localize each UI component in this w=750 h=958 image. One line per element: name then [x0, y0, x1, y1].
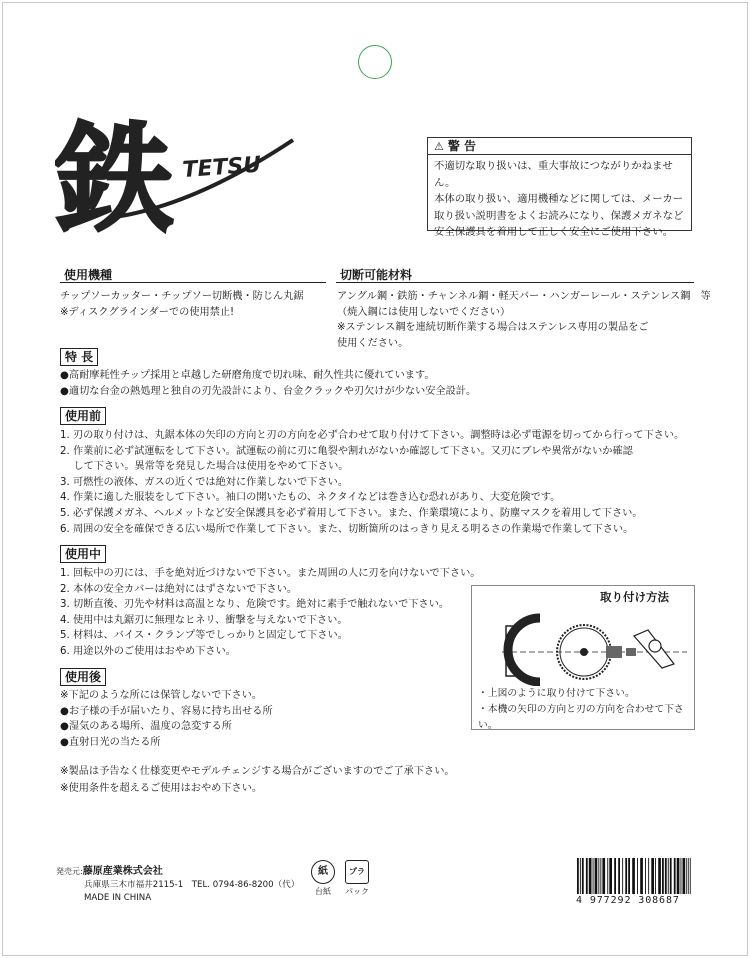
mounting-caption — [478, 686, 694, 734]
during-use-item: 6. 用途以外のご使用はおやめ下さい。 — [60, 645, 236, 657]
logo-latin: TETSU — [181, 152, 262, 183]
during-use-text — [60, 566, 480, 660]
barcode-bar — [632, 858, 635, 894]
mounting-diagram — [502, 606, 687, 686]
barcode-bar — [683, 858, 686, 894]
maker-address: 兵庫県三木市福井2115-1 TEL. 0794-86-8200（代） — [84, 880, 300, 890]
during-use-item: 5. 材料は、バイス・クランプ等でしっかりと固定して下さい。 — [60, 630, 348, 642]
before-use-item: 2. 作業前に必ず試運転をして下さい。試運転の前に刃に亀裂や割れがないか確認して下さい。又刃にブレや異常がないか確認 — [60, 445, 633, 457]
after-use-item: ●お子様の手が届いたり、容易に持ち出せる所 — [60, 705, 273, 717]
during-use-item: 4. 使用中は丸鋸刃に無理なヒネリ、衝撃を与えないで下さい。 — [60, 614, 348, 626]
barcode-bar — [628, 858, 630, 894]
warning-header — [428, 138, 691, 155]
barcode-bar — [602, 858, 605, 894]
barcode-number: 4 977292 308687 — [576, 895, 680, 906]
barcode-bar — [598, 858, 599, 894]
warning-line: 安全保護具を着用して正しく安全にご使用下さい。 — [434, 226, 673, 238]
materials-heading: 切断可能材料 — [336, 268, 694, 283]
barcode-bar — [665, 858, 667, 894]
barcode-bar — [690, 858, 691, 894]
paper-recycle-icon: 紙 — [311, 860, 335, 884]
after-use-text — [60, 688, 273, 750]
warning-line: 本体の取り扱い、適用機種などに関しては、メーカー — [434, 193, 684, 205]
plastic-recycle-label: パック — [345, 887, 369, 896]
barcode-bar — [618, 858, 620, 894]
after-use-item: ●湿気のある場所、温度の急変する所 — [60, 721, 232, 733]
barcode-bar — [651, 858, 654, 894]
notes — [60, 763, 455, 797]
barcode — [575, 858, 693, 894]
during-use-item: 2. 本体の安全カバーは絶対にはずさないで下さい。 — [60, 583, 298, 595]
features-heading: 特 長 — [60, 348, 98, 366]
before-use-item: 5. 必ず保護メガネ、ヘルメットなど安全保護具を必ず着用して下さい。また、作業環境により、防塵マスクを着用して下さい。 — [60, 507, 643, 519]
barcode-bar — [593, 858, 594, 894]
after-use-item: ※下記のような所には保管しないで下さい。 — [60, 690, 263, 701]
mounting-title: 取り付け方法 — [600, 590, 669, 604]
barcode-bar — [688, 858, 689, 894]
during-use-item: 3. 切断直後、刃先や材料は高温となり、危険です。絶対に素手で触れないで下さい。 — [60, 599, 450, 611]
barcode-bar — [655, 858, 656, 894]
hang-hole — [358, 45, 392, 79]
warning-title: 警 告 — [447, 139, 477, 153]
maker-label: 発売元: — [56, 867, 83, 876]
barcode-bar — [614, 858, 616, 894]
barcode-bar — [589, 858, 592, 894]
materials-text — [337, 289, 711, 351]
mounting-box — [471, 585, 695, 730]
mounting-line: ・上図のように取り付けて下さい。 — [478, 688, 635, 699]
barcode-bar — [686, 858, 687, 894]
materials-line: （焼入鋼には使用しないでください） — [337, 306, 511, 318]
during-use-item: 1. 回転中の刃には、手を絶対近づけないで下さい。また周囲の人に刃を向けないで下さい。 — [60, 568, 481, 579]
applicable-line: チップソーカッター・チップソー切断機・防じん丸鋸 — [60, 291, 304, 302]
barcode-bar — [645, 858, 646, 894]
maker-name: 藤原産業株式会社 — [82, 866, 163, 877]
warning-line: 不適切な取り扱いは、重大事故につながりかねません。 — [434, 160, 673, 189]
feature-item: ●高耐摩耗性チップ採用と卓越した研磨角度で切れ味、耐久性共に優れています。 — [60, 370, 435, 381]
barcode-bar — [637, 858, 638, 894]
barcode-bar — [662, 858, 664, 894]
warning-triangle-icon: ⚠ — [434, 140, 444, 153]
during-use-heading: 使用中 — [60, 545, 106, 563]
features-text — [60, 368, 476, 399]
barcode-bar — [668, 858, 669, 894]
materials-line: アングル鋼・鉄筋・チャンネル鋼・軽天バー・ハンガーレール・ステンレス鋼 等 — [337, 291, 711, 302]
applicable-line: ※ディスクグラインダーでの使用禁止! — [60, 306, 235, 318]
maker-info — [56, 865, 299, 905]
before-use-item: 6. 周囲の安全を確保できる広い場所で作業して下さい。また、切断箇所のはっきり見える明るさの作業場で作業して下さい。 — [60, 523, 634, 535]
barcode-bar — [640, 858, 643, 894]
barcode-bar — [681, 858, 682, 894]
barcode-bar — [674, 858, 676, 894]
materials-line: 使用ください。 — [337, 337, 409, 349]
warning-line: 取り扱い説明書をよくお読みになり、保護メガネなど — [434, 209, 684, 222]
barcode-bar — [600, 858, 601, 894]
barcode-bar — [586, 858, 588, 894]
before-use-heading: 使用前 — [60, 407, 106, 425]
plastic-recycle-icon: プラ — [345, 860, 369, 884]
before-use-item: 1. 刃の取り付けは、丸鋸本体の矢印の方向と刃の方向を必ず合わせて取り付けて下さい。調整時は必ず電源を切ってから行って下さい。 — [60, 430, 685, 441]
before-use-item: して下さい。異常等を発見した場合は使用をやめて下さい。 — [60, 461, 349, 473]
paper-recycle-label: 台紙 — [315, 887, 331, 896]
paper-recycle-mark — [306, 860, 340, 897]
barcode-bar — [625, 858, 627, 894]
barcode-bar — [658, 858, 661, 894]
barcode-bar — [622, 858, 623, 894]
barcode-bar — [677, 858, 680, 894]
barcode-bar — [577, 858, 579, 894]
warning-text — [428, 155, 691, 241]
after-use-heading: 使用後 — [60, 668, 106, 686]
barcode-bar — [582, 858, 584, 894]
barcode-bar — [595, 858, 598, 894]
note-line: ※製品は予告なく仕様変更やモデルチェンジする場合がございますのでご了承下さい。 — [60, 766, 455, 777]
before-use-text — [60, 428, 684, 537]
before-use-item: 4. 作業に適した服装をして下さい。袖口の開いたもの、ネクタイなどは巻き込む恐れがあり、大変危険です。 — [60, 492, 561, 504]
note-line: ※使用条件を超えるご使用はおやめ下さい。 — [60, 783, 263, 794]
tetsu-logo — [55, 105, 305, 245]
after-use-item: ●直射日光の当たる所 — [60, 736, 161, 748]
barcode-bar — [607, 858, 608, 894]
made-in: MADE IN CHINA — [84, 893, 152, 903]
feature-item: ●適切な台金の熱処理と独自の刃先設計により、台金クラックや刃欠けが少ない安全設計。 — [60, 385, 477, 397]
applicable-heading: 使用機種 — [60, 268, 326, 283]
before-use-item: 3. 可燃性の液体、ガスの近くでは絶対に作業しないで下さい。 — [60, 476, 349, 488]
barcode-bar — [670, 858, 672, 894]
barcode-bar — [648, 858, 649, 894]
plastic-recycle-mark — [340, 860, 374, 897]
applicable-text — [60, 289, 304, 320]
materials-line: ※ステンレス鋼を連続切断作業する場合はステンレス専用の製品をご — [337, 322, 649, 334]
barcode-bar — [609, 858, 612, 894]
mounting-line: ・本機の矢印の方向と刃の方向を合わせて下さい。 — [478, 704, 684, 731]
logo-kanji: 鉄 — [55, 109, 174, 245]
barcode-bar — [580, 858, 581, 894]
warning-box — [427, 137, 692, 238]
